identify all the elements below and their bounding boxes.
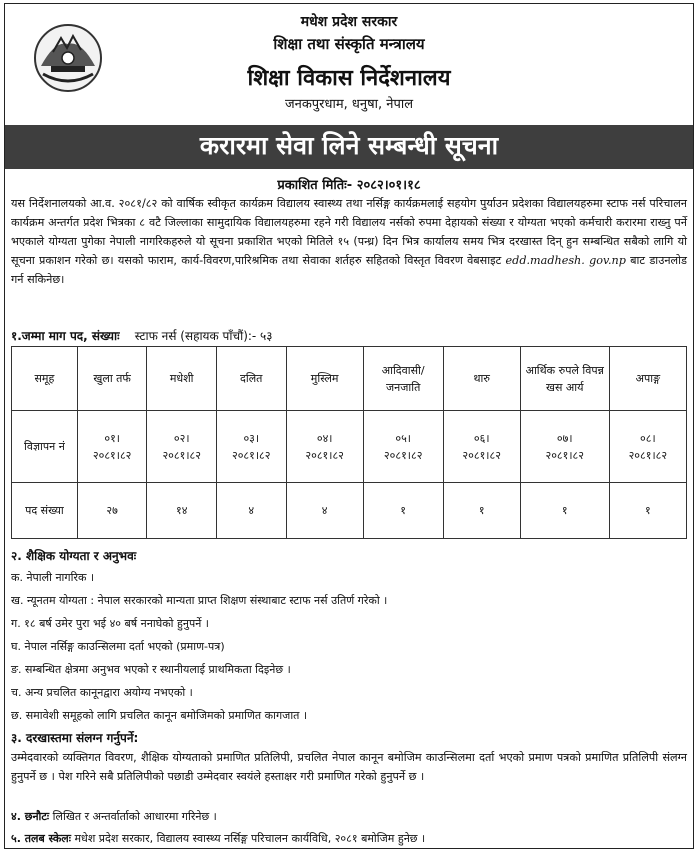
- salary-line: [11, 831, 425, 846]
- published-date: प्रकाशित मितिः- २०८२।०१।१८: [277, 178, 421, 193]
- header-cell: दलित: [216, 347, 286, 411]
- row-label: पद संख्या: [12, 483, 78, 539]
- posts-demand-line: [11, 327, 273, 344]
- selection-label: ४. छनौटः: [11, 810, 50, 823]
- notice-title: करारमा सेवा लिने सम्बन्धी सूचना: [5, 125, 693, 169]
- post-count-cell: ४: [216, 483, 286, 539]
- header-cell: खुला तर्फ: [77, 347, 147, 411]
- table-header-row: [12, 347, 687, 411]
- intro-tail: बाट डाउनलोड गर्न सकिनेछ।: [11, 254, 688, 286]
- list-item: क. नेपाली नागरिक ।: [11, 571, 95, 584]
- ministry-name: शिक्षा तथा संस्कृति मन्त्रालय: [273, 35, 425, 53]
- government-name: मधेश प्रदेश सरकार: [300, 14, 398, 30]
- directorate-name: शिक्षा विकास निर्देशनालय: [247, 66, 451, 91]
- row-label: विज्ञापन नं: [12, 411, 78, 483]
- office-address: जनकपुरधाम, धनुषा, नेपाल: [284, 97, 414, 112]
- selection-text: लिखित र अन्तर्वार्ताको आधारमा गरिनेछ ।: [49, 810, 217, 823]
- list-item: ख. न्यूनतम योग्यता : नेपाल सरकारको मान्यता प्राप्त शिक्षण संस्थाबाट स्टाफ नर्स उतिर्ण गरेको ।: [11, 594, 388, 607]
- notice-page: [4, 3, 694, 849]
- ad-number-cell: ०१। २०८१।८२: [77, 411, 147, 483]
- posts-demand-value: स्टाफ नर्स (सहायक पाँचौं):- ५३: [134, 329, 273, 343]
- posts-demand-label: १.जम्मा माग पद, संख्याः: [11, 329, 120, 343]
- ad-number-cell: ०४। २०८१।८२: [286, 411, 363, 483]
- ad-number-cell: ०२। २०८१।८२: [147, 411, 217, 483]
- intro-text: यस निर्देशनालयको आ.व. २०८१/८२ को वार्षिक स्वीकृत कार्यक्रम विद्यालय स्वास्थ्य तथा नर्सिङ्ग कार्यक्रमलाई सहयोग पुर्याउन प्रदेशका विद्यालयहरुमा स्टाफ नर्स परिचालन कार्यक्रम अन्तर्गत प्रदेश भित्रका ८ वटै जिल्लाका सामुदायिक विद्यालयहरुमा रहने गरी विद्यालय नर्सको रुपमा देहायको संख्या र योग्यता भएको कर्मचारी करारमा राख्नु पर्ने भएकाले योग्यता पुगेका नेपाली नागरिकहरुले यो सूचना प्रकाशित भएको मितिले १५ (पन्ध्र) दिन भित्र कार्यालय समय भित्र दरखास्त दिन् हुन सम्बन्धित सबैको लागि यो सूचना प्रकाशन गरेको छ। यसको फाराम, कार्य-विवरण,पारिश्रमिक तथा सेवाका शर्तहरु सहितको विस्तृत विवरण वेबसाइट: [11, 197, 687, 267]
- post-count-cell: १: [363, 483, 443, 539]
- documents-heading: ३. दरखास्तमा संलग्न गर्नुपर्ने:: [11, 731, 139, 745]
- header-cell: थारु: [443, 347, 520, 411]
- ad-number-cell: ०५। २०८१।८२: [363, 411, 443, 483]
- header-cell: समूह: [12, 347, 78, 411]
- header-cell: आर्थिक रुपले विपन्न खस आर्य: [520, 347, 609, 411]
- selection-line: [11, 809, 217, 824]
- list-item: ङ. सम्बन्धित क्षेत्रमा अनुभव भएको र स्थानीयलाई प्राथमिकता दिइनेछ ।: [11, 663, 291, 676]
- salary-text: मधेश प्रदेश सरकार, विद्यालय स्वास्थ्य नर्सिङ्ग परिचालन कार्यविधि, २०८१ बमोजिम हुनेछ ।: [70, 832, 426, 845]
- list-item: ग. १८ बर्ष उमेर पुरा भई ४० बर्ष ननाघेको हुनुपर्ने ।: [11, 617, 209, 630]
- table-row: [12, 411, 687, 483]
- list-item: छ. समावेशी समूहको लागि प्रचलित कानून बमोजिमको प्रमाणित कागजात ।: [11, 709, 308, 722]
- post-count-cell: १: [520, 483, 609, 539]
- header-cell: अपाङ्ग: [609, 347, 686, 411]
- header-cell: मुस्लिम: [286, 347, 363, 411]
- positions-table: [11, 346, 687, 539]
- table-row: [12, 483, 687, 539]
- post-count-cell: १: [609, 483, 686, 539]
- qualification-heading: २. शैक्षिक योग्यता र अनुभवः: [11, 549, 137, 563]
- intro-paragraph: [11, 194, 687, 289]
- ad-number-cell: ०६। २०८१।८२: [443, 411, 520, 483]
- list-item: घ. नेपाल नर्सिङ्ग काउन्सिलमा दर्ता भएको (प्रमाण-पत्र): [11, 640, 225, 653]
- list-item: च. अन्य प्रचलित कानूनद्वारा अयोग्य नभएको ।: [11, 686, 193, 699]
- post-count-cell: २७: [77, 483, 147, 539]
- documents-paragraph: उम्मेदवारको व्यक्तिगत विवरण, शैक्षिक योग्यताको प्रमाणित प्रतिलिपी, प्रचलित नेपाल कानून बमोजिम काउन्सिलमा दर्ता भएको प्रमाण पत्रको प्रमाणित प्रतिलिपी संलग्न हुनुपर्ने छ । पेश गरिने सबै प्रतिलिपीको पछाडी उम्मेदवार स्वयंले हस्ताक्षर गरी प्रमाणित गरेको हुनुपर्ने छ ।: [11, 751, 687, 783]
- salary-label: ५. तलब स्केलः: [11, 832, 71, 845]
- header-cell: आदिवासी/ जनजाति: [363, 347, 443, 411]
- header-cell: मधेशी: [147, 347, 217, 411]
- post-count-cell: ४: [286, 483, 363, 539]
- ad-number-cell: ०३। २०८१।८२: [216, 411, 286, 483]
- ad-number-cell: ०८। २०८१।८२: [609, 411, 686, 483]
- post-count-cell: १४: [147, 483, 217, 539]
- post-count-cell: १: [443, 483, 520, 539]
- website-link[interactable]: edd.madhesh. gov.np: [505, 254, 626, 267]
- ad-number-cell: ०७। २०८१।८२: [520, 411, 609, 483]
